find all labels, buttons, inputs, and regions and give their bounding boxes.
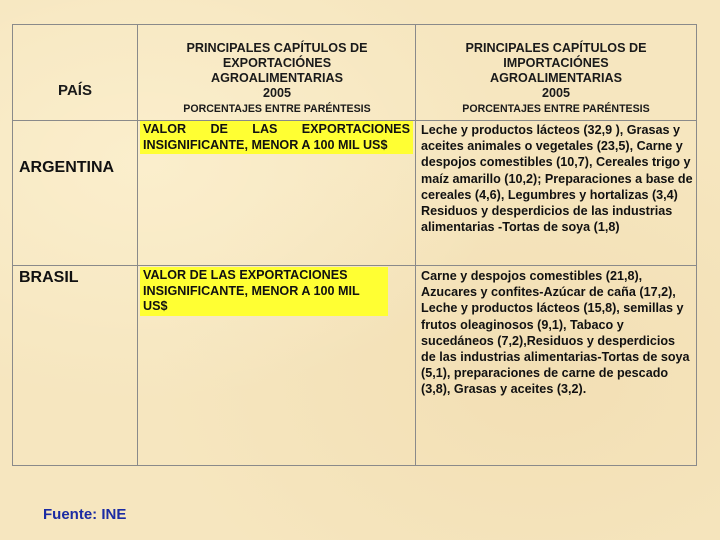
row-divider: [13, 265, 696, 266]
column-divider: [137, 25, 138, 465]
column-divider: [415, 25, 416, 465]
row-imports-brasil: Carne y despojos comestibles (21,8), Azucares y confites-Azúcar de caña (17,2), Leche y productos lácteos (15,8), semillas y frutos oleaginosos (9,1), Tabaco y sucedáneos (7,2),Residuos y desperdicios de las industrias alimentarias-Tortas de soya (5,1), preparaciones de carne de pescado (3,8), Grasas y aceites (3,2).: [421, 269, 690, 397]
row-country-argentina: ARGENTINA: [19, 159, 115, 176]
source-note: Fuente: INE: [43, 506, 127, 523]
header-imports-note: PORCENTAJES ENTRE PARÉNTESIS: [462, 103, 650, 115]
row-exports-brasil: VALOR DE LAS EXPORTACIONES INSIGNIFICANTE, MENOR A 100 MIL US$: [140, 267, 388, 316]
row-country-brasil: BRASIL: [19, 269, 79, 286]
data-table: [12, 24, 697, 466]
header-imports-year: 2005: [541, 86, 571, 100]
header-exports-title: PRINCIPALES CAPÍTULOS DE EXPORTACIÓNES AGROALIMENTARIAS: [186, 41, 368, 85]
header-country: [13, 83, 137, 98]
header-exports: [141, 41, 413, 116]
header-imports-title: PRINCIPALES CAPÍTULOS DE IMPORTACIÓNES AGROALIMENTARIAS: [465, 41, 647, 85]
header-imports: [419, 41, 693, 116]
header-exports-year: 2005: [262, 86, 292, 100]
row-exports-argentina: VALOR DE LAS EXPORTACIONES INSIGNIFICANTE, MENOR A 100 MIL US$: [140, 121, 413, 154]
row-imports-argentina: Leche y productos lácteos (32,9 ), Grasas y aceites animales o vegetales (23,5), Carne y despojos comestibles (10,7), Cereales trigo y maíz amarillo (10,2); Preparaciones a base de cereales (4,6), Legumbres y hortalizas (3,4) Residuos y desperdicios de las industrias alimentarias -Tortas de soya (1,8): [421, 123, 693, 235]
header-exports-note: PORCENTAJES ENTRE PARÉNTESIS: [183, 103, 371, 115]
header-country-label: PAÍS: [58, 82, 92, 99]
